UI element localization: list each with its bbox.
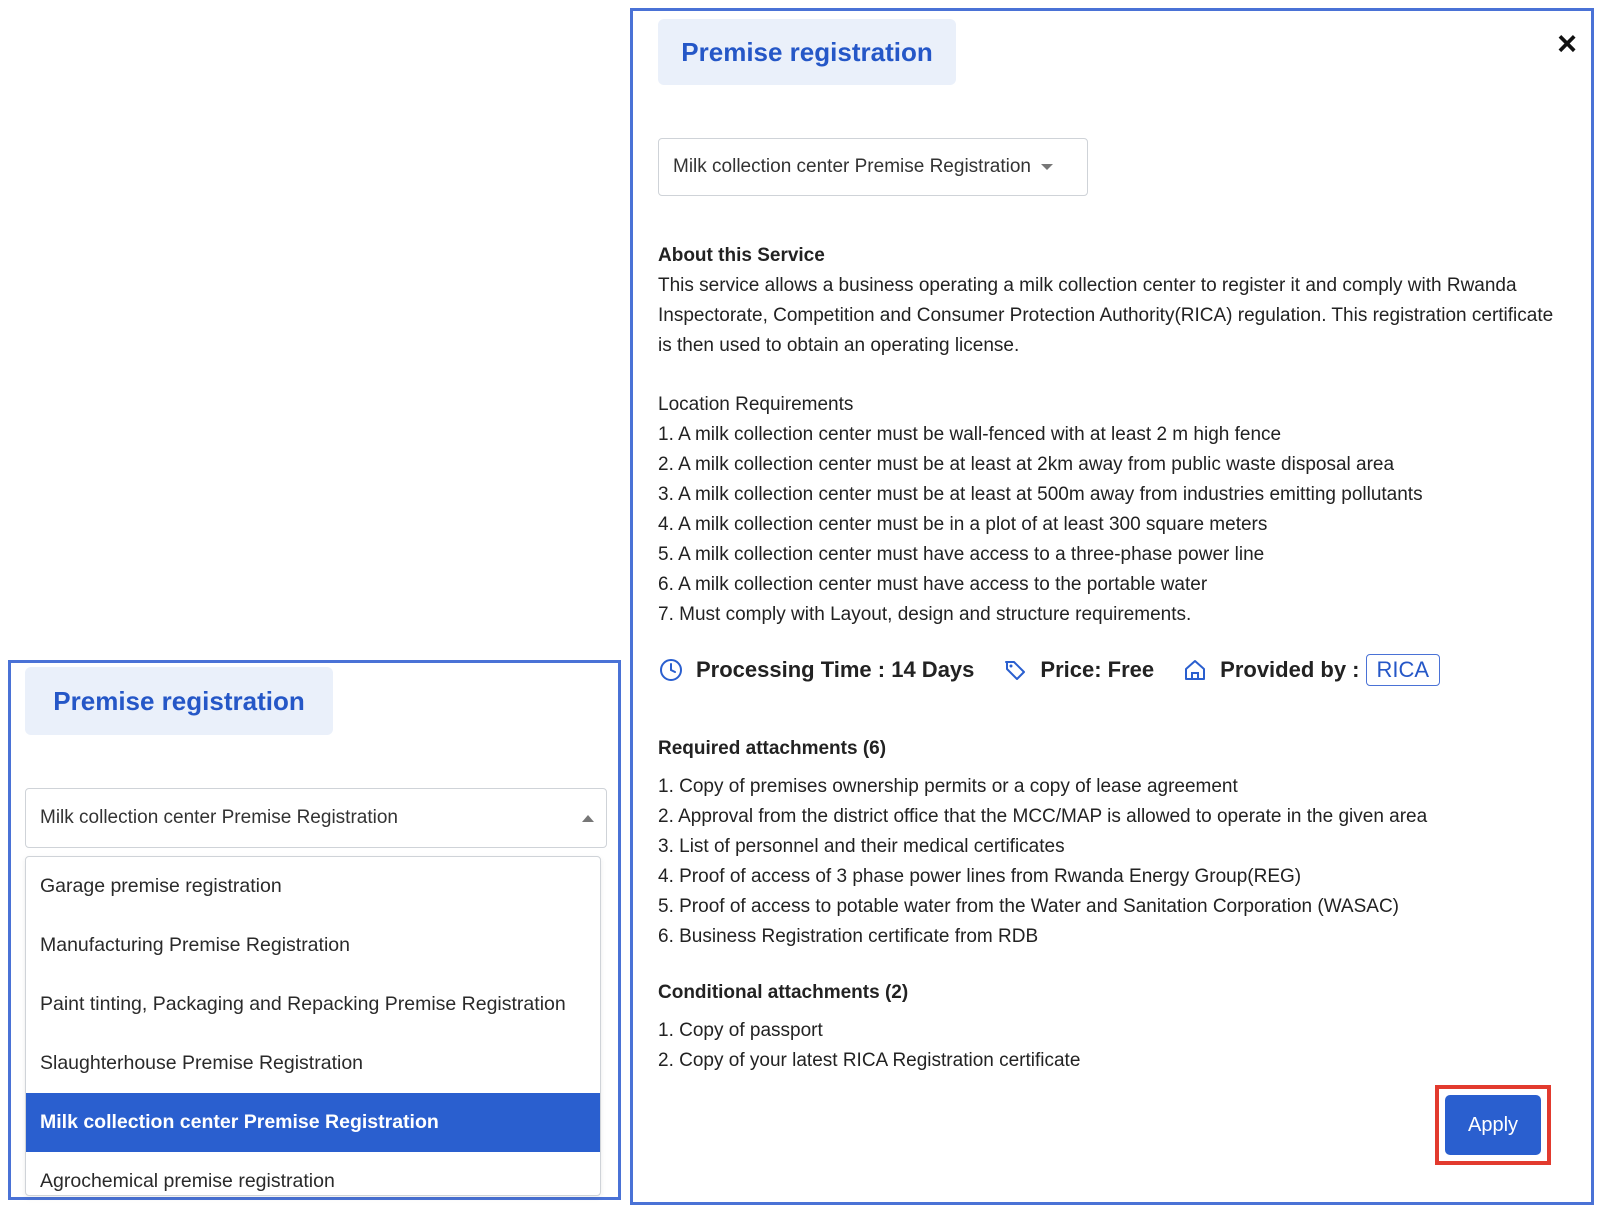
provided-by [1182,654,1440,686]
about-text: This service allows a business operating a milk collection center to register it and comply with Rwanda Inspectorate, Competition and Consumer Protection Authority(RICA) regulation. This registration certificate is then used to obtain an operating license. [658,275,1554,356]
caret-down-icon [1041,164,1053,170]
apply-button[interactable]: Apply [1445,1095,1541,1155]
list-item: 2. Approval from the district office that the MCC/MAP is allowed to operate in the given area [658,806,1428,827]
service-detail-panel [630,8,1594,1205]
select-value: Milk collection center Premise Registration [673,156,1031,177]
list-item: 1. A milk collection center must be wall-fenced with at least 2 m high fence [658,424,1282,445]
page-title: Premise registration [658,19,956,85]
dropdown-option[interactable]: Paint tinting, Packaging and Repacking Premise Registration [40,993,566,1015]
list-item: 2. Copy of your latest RICA Registration certificate [658,1050,1081,1071]
required-attachments-list [658,772,1568,952]
list-item: 2. A milk collection center must be at least at 2km away from public waste disposal area [658,454,1395,475]
list-item: 1. Copy of premises ownership permits or a copy of lease agreement [658,776,1238,797]
left-panel [8,660,621,1200]
price [1002,655,1154,685]
dropdown-option[interactable]: Garage premise registration [40,875,282,897]
list-item: 3. A milk collection center must be at least at 500m away from industries emitting pollutants [658,484,1423,505]
provider-tag[interactable]: RICA [1366,654,1441,686]
list-item: 4. A milk collection center must be in a plot of at least 300 square meters [658,514,1268,535]
service-meta [658,650,1568,690]
list-item: 5. Proof of access to potable water from the Water and Sanitation Corporation (WASAC) [658,896,1399,917]
clock-icon [658,657,684,683]
dropdown-option[interactable]: Agrochemical premise registration [40,1170,335,1192]
dropdown-option-selected[interactable]: Milk collection center Premise Registration [26,1093,600,1152]
processing-time-text: Processing Time : 14 Days [696,657,975,682]
service-description [658,241,1568,1076]
list-item: 1. Copy of passport [658,1020,823,1041]
provided-by-label: Provided by : [1220,657,1360,682]
required-attachments-heading: Required attachments (6) [658,738,887,759]
dropdown-option[interactable]: Slaughterhouse Premise Registration [40,1052,364,1074]
select-value: Milk collection center Premise Registration [40,807,398,828]
list-item: 6. A milk collection center must have access to the portable water [658,574,1208,595]
home-icon [1182,657,1208,683]
location-requirements-list [658,420,1568,630]
conditional-attachments-heading: Conditional attachments (2) [658,982,909,1003]
list-item: 6. Business Registration certificate from RDB [658,926,1039,947]
list-item: 7. Must comply with Layout, design and structure requirements. [658,604,1192,625]
list-item: 3. List of personnel and their medical certificates [658,836,1065,857]
location-heading: Location Requirements [658,394,854,415]
caret-up-icon [582,815,594,822]
conditional-attachments-list [658,1016,1568,1076]
page-title: Premise registration [25,667,333,735]
tag-icon [1002,657,1028,683]
premise-type-select[interactable] [25,788,607,848]
price-text: Price: Free [1040,657,1155,682]
list-item: 4. Proof of access of 3 phase power lines from Rwanda Energy Group(REG) [658,866,1302,887]
processing-time [658,655,974,685]
close-icon[interactable]: × [1557,25,1577,63]
premise-type-dropdown [25,856,601,1196]
about-heading: About this Service [658,245,825,266]
apply-highlight [1435,1085,1551,1165]
premise-type-select[interactable] [658,138,1088,196]
dropdown-option[interactable]: Manufacturing Premise Registration [40,934,350,956]
list-item: 5. A milk collection center must have access to a three-phase power line [658,544,1265,565]
